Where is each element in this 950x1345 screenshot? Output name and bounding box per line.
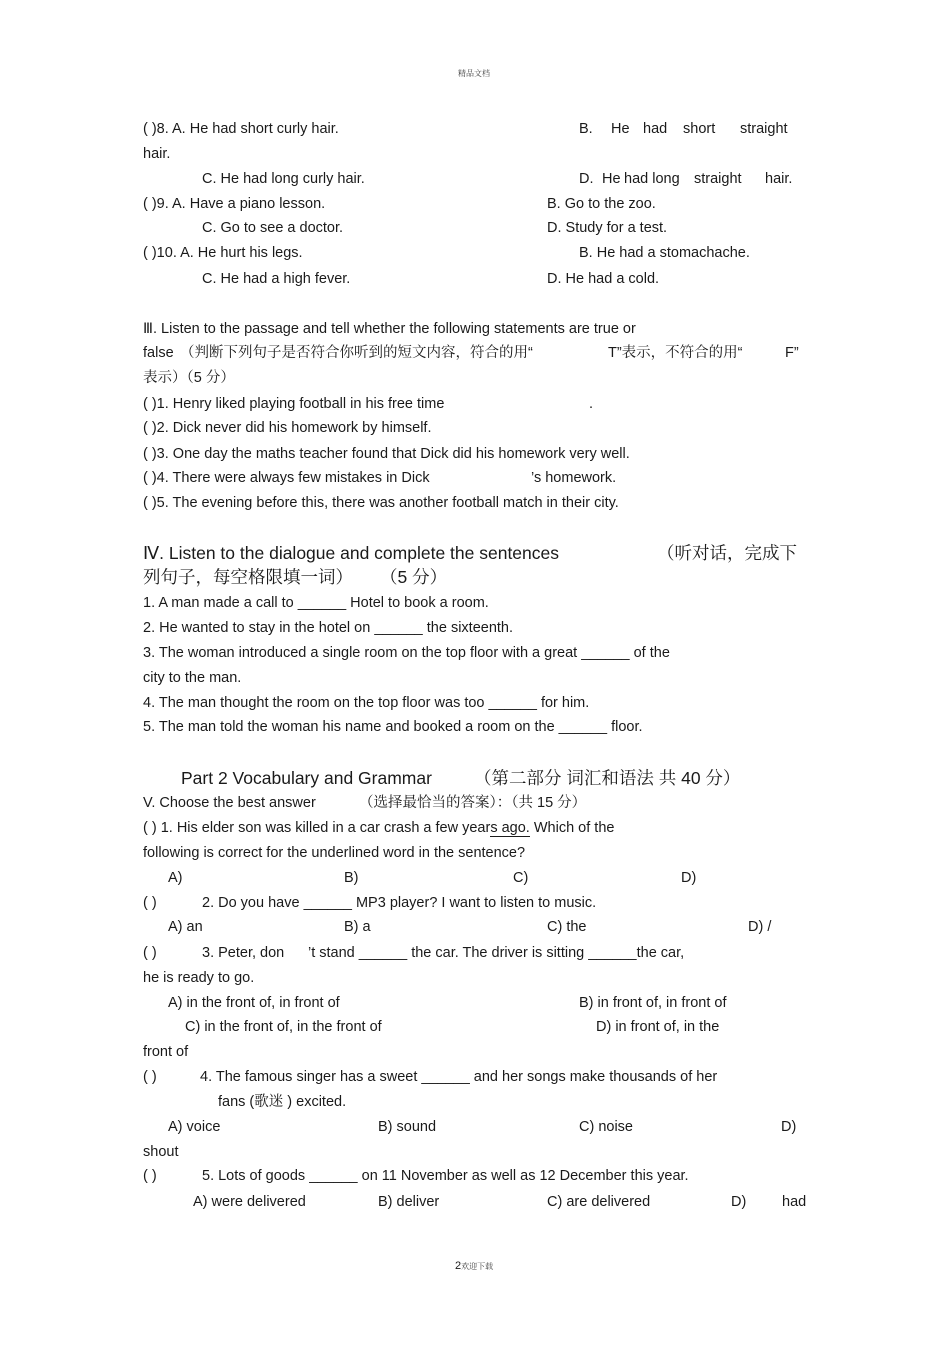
section3-item-2: ( )2. Dick never did his homework by himself. (143, 420, 432, 436)
section4-item-4: 4. The man thought the room on the top floor was too ______ for him. (143, 695, 590, 711)
section4-item-1: 1. A man made a call to ______ Hotel to book a room. (143, 595, 489, 611)
v-q1-opt-b: B) (344, 870, 359, 886)
q9-c: C. Go to see a doctor. (202, 220, 344, 236)
v-q1-line1 (143, 819, 614, 837)
v-q4-line2: fans (歌迷 ) excited. (218, 1094, 347, 1110)
q8-stem: ( )8. A. He had short curly hair. (143, 121, 339, 137)
v-q1-line2: following is correct for the underlined word in the sentence? (143, 845, 526, 861)
v-q3-opt-b: B) in front of, in front of (579, 995, 727, 1011)
q8-d-word2: had long (624, 171, 680, 187)
section3-heading-false: false (143, 345, 174, 361)
part2-heading-en: Part 2 Vocabulary and Grammar (181, 768, 432, 788)
v-q4-opt-b: B) sound (378, 1119, 437, 1135)
q10-stem: ( )10. A. He hurt his legs. (143, 245, 303, 261)
section3-heading-cn: （判断下列句子是否符合你听到的短文内容，符合的用“ (180, 345, 533, 361)
section3-item-1-period: . (589, 396, 594, 412)
v-q5-stem: 5. Lots of goods ______ on 11 November as well as 12 December this year. (202, 1168, 689, 1184)
section3-item-1: ( )1. Henry liked playing football in his free time (143, 396, 445, 412)
page-footer (455, 1259, 493, 1274)
v-q3-stem-a: 3. Peter, don (202, 945, 285, 961)
q8-d-word1: He (602, 171, 621, 187)
section3-item-3: ( )3. One day the maths teacher found that Dick did his homework very well. (143, 446, 630, 462)
v-q3-line2: he is ready to go. (143, 970, 255, 986)
page-footer-label: 欢迎下载 (461, 1262, 494, 1271)
part2-heading-cn: （第二部分 词汇和语法 共 40 分） (474, 768, 741, 788)
q8-c: C. He had long curly hair. (202, 171, 365, 187)
v-q5-opt-a: A) were delivered (193, 1194, 306, 1210)
section4-heading-en: Ⅳ. Listen to the dialogue and complete the sentences (143, 543, 560, 563)
v-q3-opt-d-wrap: front of (143, 1044, 189, 1060)
q8-b-word3: short (683, 121, 716, 137)
section3-heading-f: F” (785, 345, 799, 361)
v-q4-stem: 4. The famous singer has a sweet ______ and her songs make thousands of her (200, 1069, 718, 1085)
part2-sub-cn: （选择最恰当的答案）：（共 15 分） (359, 795, 587, 811)
section4-item-5: 5. The man told the woman his name and booked a room on the ______ floor. (143, 719, 643, 735)
page-header-title: 精品文档 (458, 69, 490, 78)
section3-item-5: ( )5. The evening before this, there was another football match in their city. (143, 495, 619, 511)
part2-sub-en: V. Choose the best answer (143, 795, 316, 811)
v-q3-paren: ( ) (143, 945, 157, 961)
page-number: 2 (455, 1260, 462, 1272)
v-q5-opt-d: D) (731, 1194, 747, 1210)
v-q5-opt-d-word: had (782, 1194, 807, 1210)
q8-b-word1: He (611, 121, 630, 137)
q8-b-word4: straight (740, 121, 788, 137)
q8-b-letter: B. (579, 121, 593, 137)
q9-d: D. Study for a test. (547, 220, 668, 236)
v-q3-opt-d: D) in front of, in the (596, 1019, 720, 1035)
v-q1-opt-d: D) (681, 870, 697, 886)
v-q1-underlined: s ago. (490, 820, 530, 836)
section4-heading-score: （5 分） (380, 567, 448, 587)
v-q4-opt-d-wrap: shout (143, 1144, 179, 1160)
section4-heading-cn1: （听对话，完成下 (657, 543, 797, 563)
q8-d-letter: D. (579, 171, 594, 187)
v-q3-opt-c: C) in the front of, in the front of (185, 1019, 382, 1035)
v-q4-opt-c: C) noise (579, 1119, 633, 1135)
v-q2-opt-a: A) an (168, 919, 203, 935)
q8-b-word2: had (643, 121, 668, 137)
v-q5-paren: ( ) (143, 1168, 157, 1184)
section4-heading-cn2: 列句子，每空格限填一词） (143, 567, 353, 587)
v-q5-opt-c: C) are delivered (547, 1194, 651, 1210)
q10-c: C. He had a high fever. (202, 271, 351, 287)
v-q2-opt-b: B) a (344, 919, 371, 935)
v-q1-text-a: ( ) 1. His elder son was killed in a car crash a few year (143, 820, 491, 836)
q8-d-word3: straight (694, 171, 742, 187)
v-q5-opt-b: B) deliver (378, 1194, 440, 1210)
section3-heading-t: T”表示，不符合的用“ (608, 345, 743, 361)
v-q2-paren: ( ) (143, 895, 157, 911)
v-q3-stem-b: ’t stand ______ the car. The driver is sitting ______the car, (308, 945, 685, 961)
section3-heading-score: 表示）（5 分） (143, 370, 235, 386)
v-q2-opt-d: D) / (748, 919, 772, 935)
section4-item-2: 2. He wanted to stay in the hotel on ______ the sixteenth. (143, 620, 514, 636)
section3-heading-line1: Ⅲ. Listen to the passage and tell whether the following statements are true or (143, 321, 636, 337)
q8-d-word4: hair. (765, 171, 793, 187)
v-q2-opt-c: C) the (547, 919, 587, 935)
v-q4-opt-a: A) voice (168, 1119, 221, 1135)
v-q4-opt-d: D) (781, 1119, 797, 1135)
section4-item-3: 3. The woman introduced a single room on the top floor with a great ______ of the (143, 645, 670, 661)
v-q1-opt-a: A) (168, 870, 183, 886)
q9-b: B. Go to the zoo. (547, 196, 656, 212)
v-q3-opt-a: A) in the front of, in front of (168, 995, 340, 1011)
q10-d: D. He had a cold. (547, 271, 660, 287)
v-q2-stem: 2. Do you have ______ MP3 player? I want to listen to music. (202, 895, 597, 911)
v-q1-text-b: Which of the (529, 820, 615, 836)
q8-b-wrap: hair. (143, 146, 171, 162)
section3-item-4-tail: ’s homework. (531, 470, 617, 486)
section3-item-4: ( )4. There were always few mistakes in Dick (143, 470, 430, 486)
q10-b: B. He had a stomachache. (579, 245, 750, 261)
q9-stem: ( )9. A. Have a piano lesson. (143, 196, 326, 212)
section4-item-3-wrap: city to the man. (143, 670, 242, 686)
v-q1-opt-c: C) (513, 870, 529, 886)
v-q4-paren: ( ) (143, 1069, 157, 1085)
